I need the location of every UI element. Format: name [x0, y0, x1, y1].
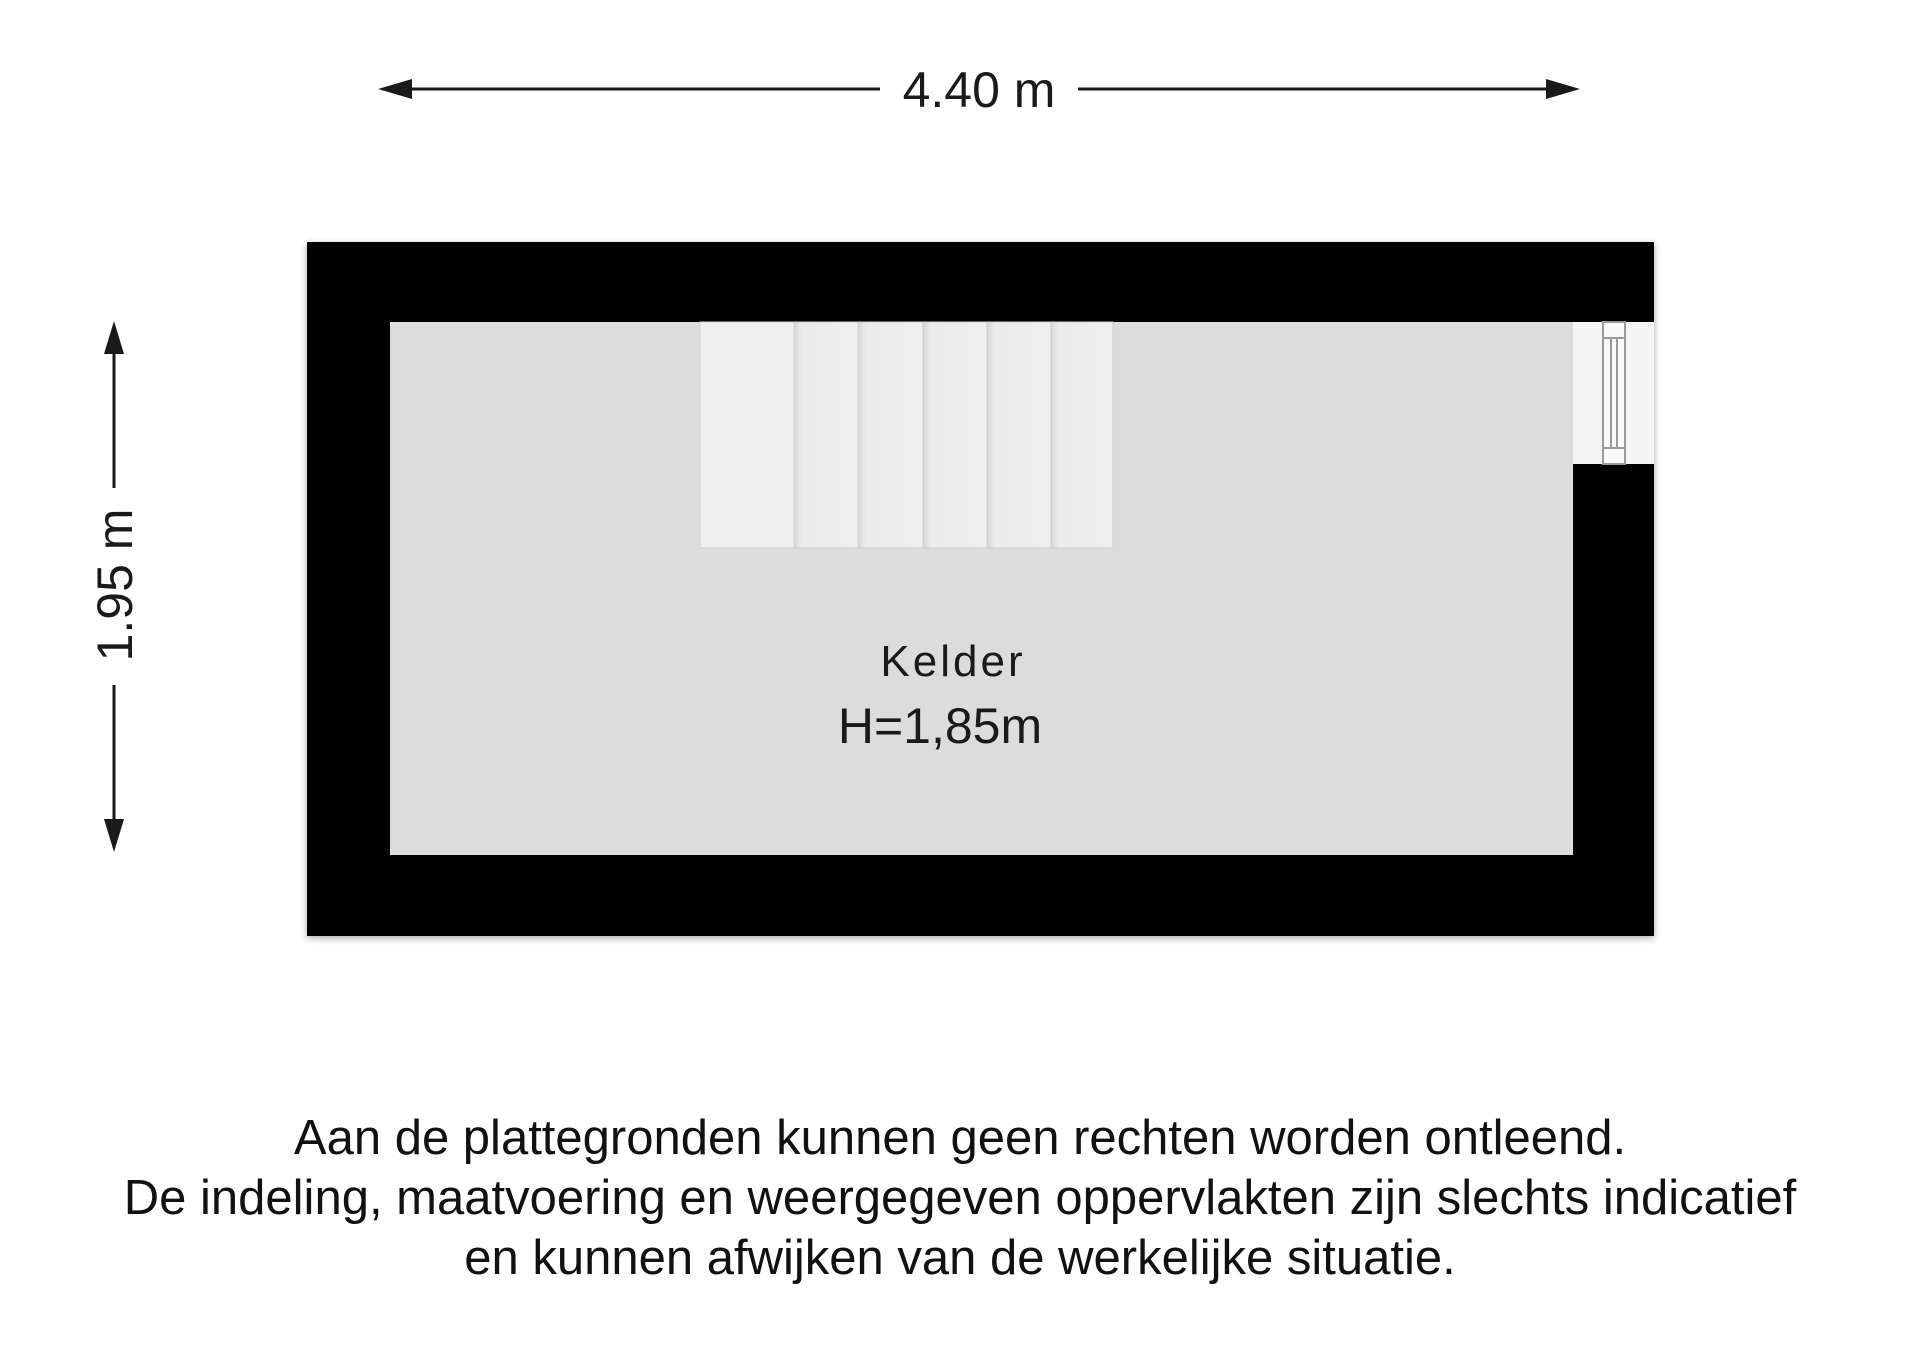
window-frame: [1603, 322, 1625, 464]
depth-dimension-label: 1.95 m: [87, 508, 143, 662]
stair-step: [858, 322, 923, 548]
depth-arrow-down-icon: [104, 819, 124, 852]
disclaimer-line: en kunnen afwijken van de werkelijke situatie.: [464, 1231, 1456, 1285]
depth-arrow-up-icon: [104, 321, 124, 354]
depth-dimension: [87, 321, 143, 852]
disclaimer-line: De indeling, maatvoering en weergegeven oppervlakten zijn slechts indicatief: [123, 1171, 1797, 1225]
stair-step: [987, 322, 1051, 548]
stair-step: [923, 322, 987, 548]
width-dimension: [378, 62, 1580, 118]
width-arrow-left-icon: [378, 79, 412, 99]
disclaimer: [0, 1108, 1920, 1288]
width-arrow-right-icon: [1546, 79, 1580, 99]
width-dimension-label: 4.40 m: [902, 62, 1056, 118]
staircase: [700, 322, 1113, 548]
stair-step: [794, 322, 858, 548]
stair-step: [1051, 322, 1113, 548]
room-height-label: H=1,85m: [837, 698, 1043, 754]
window: [1573, 322, 1654, 464]
stair-step: [700, 322, 794, 548]
room-name-label: Kelder: [880, 637, 1026, 686]
disclaimer-line: Aan de plattegronden kunnen geen rechten worden ontleend.: [293, 1111, 1627, 1165]
